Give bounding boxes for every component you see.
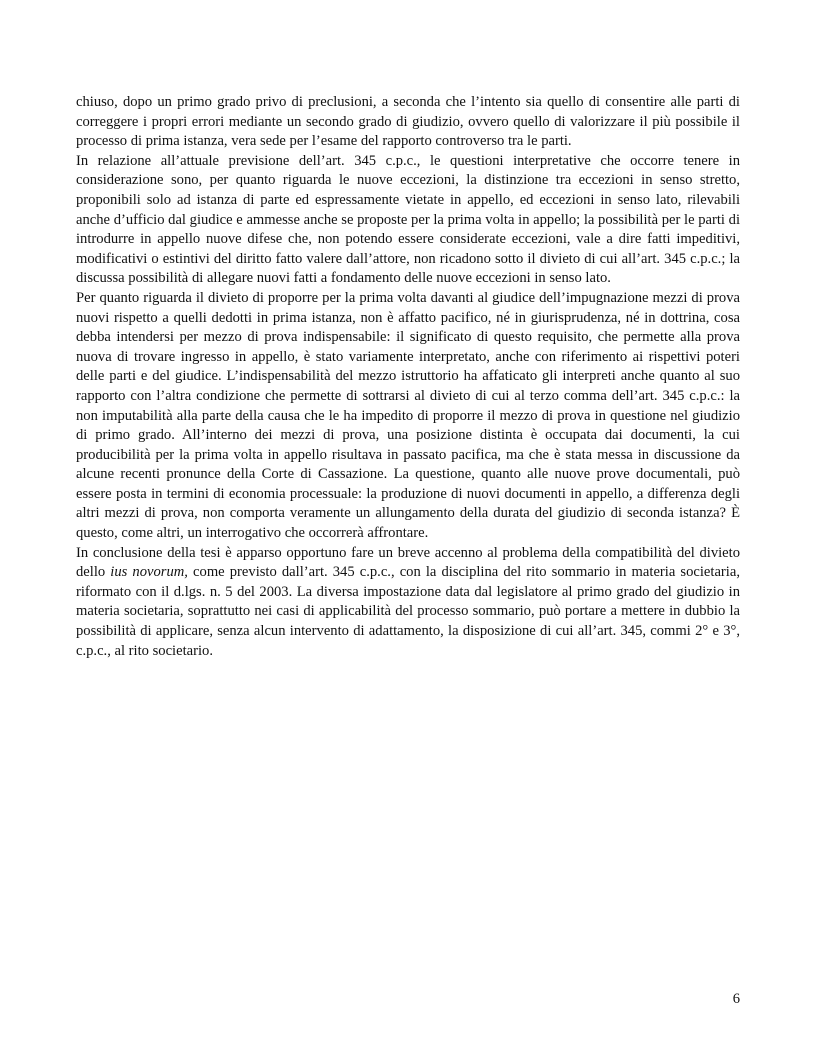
paragraph-4-italic-term: ius novorum, <box>110 564 188 581</box>
page-body <box>76 93 740 661</box>
paragraph-4 <box>76 544 740 662</box>
paragraph-2: In relazione all’attuale previsione dell’art. 345 c.p.c., le questioni interpretative che occorre tenere in considerazione sono, per quanto riguarda le nuove eccezioni, la distinzione tra eccezioni in senso stretto, proponibili solo ad istanza di parte ed espressamente vietate in appello, ed eccezioni in senso lato, rilevabili anche d’ufficio dal giudice e ammesse anche se proposte per la prima volta in appello; la possibilità per le parti di introdurre in appello nuove difese che, non potendo essere considerate eccezioni, vale a dire fatti impeditivi, modificativi o estintivi del diritto fatto valere dall’attore, non ricadono sotto il divieto di cui all’art. 345 c.p.c.; la discussa possibilità di allegare nuovi fatti a fondamento delle nuove eccezioni in senso lato. <box>76 152 740 287</box>
page-number: 6 <box>732 991 740 1007</box>
paragraph-4-text-before: In conclusione della tesi è apparso opportuno fare un breve accenno al problema della compatibilità del divieto dello <box>76 544 740 581</box>
paragraph-4-text-after: come previsto dall’art. 345 c.p.c., con la disciplina del rito sommario in materia societaria, riformato con il d.lgs. n. 5 del 2003. La diversa impostazione data dal legislatore al primo grado del giudizio in materia societaria, soprattutto nei casi di applicabilità del processo sommario, può portare a mettere in dubbio la possibilità di applicare, senza alcun intervento di adattamento, la disposizione di cui all’art. 345, commi 2° e 3°, c.p.c., al rito societario. <box>76 564 740 659</box>
paragraph-3: Per quanto riguarda il divieto di proporre per la prima volta davanti al giudice dell’impugnazione mezzi di prova nuovi rispetto a quelli dedotti in prima istanza, non è affatto pacifico, né in giurisprudenza, né in dottrina, cosa debba intendersi per mezzo di prova indispensabile: il significato di questo requisito, che permette alla prova nuova di trovare ingresso in appello, è stato variamente interpretato, anche con riferimento ai rispettivi poteri delle parti e del giudice. L’indispensabilità del mezzo istruttorio ha affaticato gli interpreti anche quanto al suo rapporto con l’altra condizione che permette di sottrarsi al divieto di cui al terzo comma dell’art. 345 c.p.c.: la non imputabilità alla parte della causa che le ha impedito di proporre il mezzo di prova in questione nel giudizio di primo grado. All’interno dei mezzi di prova, una posizione distinta è occupata dai documenti, la cui producibilità per la prima volta in appello risultava in passato pacifica, ma che è stata messa in discussione da alcune recenti pronunce della Corte di Cassazione. La questione, quanto alle nuove prove documentali, può essere posta in termini di economia processuale: la produzione di nuovi documenti in appello, a differenza degli altri mezzi di prova, non comporta veramente un allungamento della durata del giudizio di seconda istanza? È questo, come altri, un interrogativo che occorrerà affrontare. <box>76 289 740 542</box>
paragraph-1: chiuso, dopo un primo grado privo di preclusioni, a seconda che l’intento sia quello di consentire alle parti di correggere i propri errori mediante un secondo grado di giudizio, ovvero quello di valorizzare il più possibile il processo di prima istanza, vera sede per l’esame del rapporto controverso tra le parti. <box>76 94 740 150</box>
